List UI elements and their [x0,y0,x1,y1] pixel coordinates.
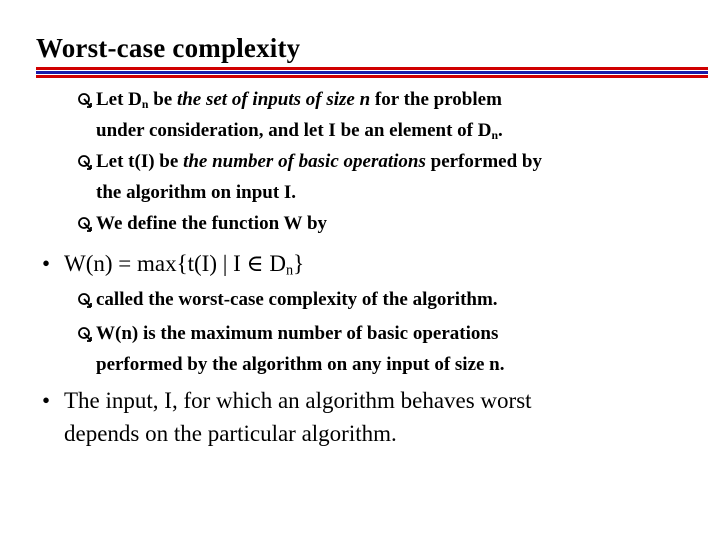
sub-bullet-3 [76,208,327,239]
page-title: Worst-case complexity [36,33,301,63]
closing-bullet-line-1: The input, I, for which an algorithm behaves worst [64,388,532,413]
q-arrow-icon [76,208,94,239]
formula-bullet [36,247,304,280]
sub-bullet-4-line-1: called the worst-case complexity of the algorithm. [96,289,498,310]
closing-bullet [36,384,532,450]
sub-bullet-1 [76,84,503,146]
sub-bullet-5 [76,318,505,380]
sub-bullet-1-line-1: Let $D_n$ be the set of inputs of size n for the problem [96,89,502,111]
formula-text: W(n) = max{t(I) | I ∈ $D_n$} [64,251,305,279]
sub-bullet-3-line-1: We define the function W by [96,213,328,234]
sub-bullet-4 [76,284,498,315]
q-arrow-icon [76,84,94,115]
q-arrow-icon [76,318,94,349]
q-arrow-icon [76,146,94,177]
bullet-dot: • [41,251,51,276]
title-rule-red-bottom [36,75,708,78]
sub-bullet-5-line-2: performed by the algorithm on any input of size n. [96,354,505,375]
sub-bullet-2 [76,146,542,208]
sub-bullet-2-line-2: the algorithm on input I. [96,182,297,203]
sub-bullet-2-line-1: Let t(I) be the number of basic operations performed by [96,151,542,172]
q-arrow-icon [76,284,94,315]
sub-bullet-1-line-2: under consideration, and let I be an element of $D_n$. [96,120,503,142]
closing-bullet-line-2: depends on the particular algorithm. [64,421,397,446]
bullet-dot: • [41,388,51,413]
title-rule-blue [36,71,708,74]
sub-bullet-5-line-1: W(n) is the maximum number of basic operations [96,323,499,344]
title-rule-red-top [36,67,708,70]
element-of-symbol: ∈ [246,251,264,276]
